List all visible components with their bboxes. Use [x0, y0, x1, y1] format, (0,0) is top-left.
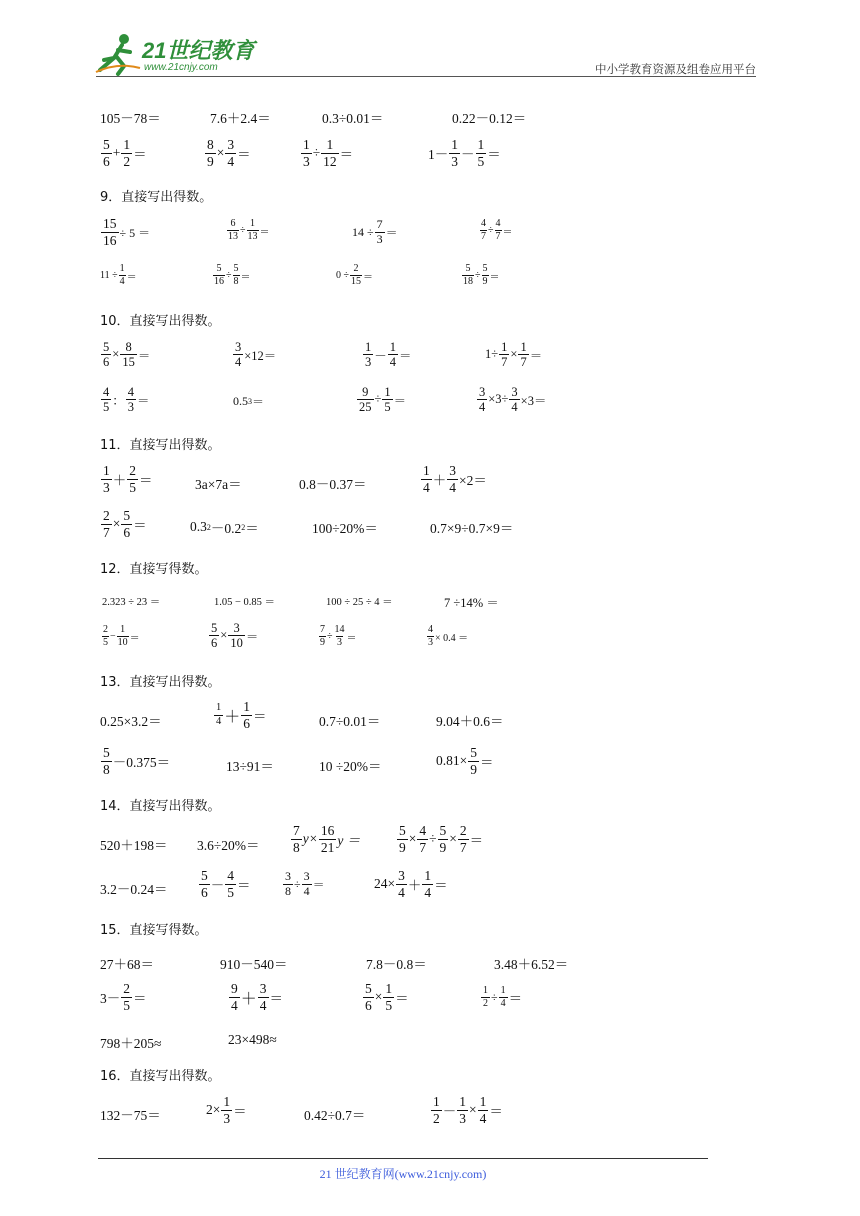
s11-r1-e1: $\frac{1}{3}$ ＋ $\frac{2}{5}$ ＝ [103, 463, 153, 495]
site-logo [94, 32, 264, 78]
s10-r1-e2: $\frac{3}{4}$ ×12＝ [235, 340, 277, 370]
s15-r1-e3: 7.8－0.8＝ [366, 957, 427, 972]
s15-heading: 15．直接写得数。 [100, 923, 208, 938]
s12-r1-e3: 100 ÷ 25 ÷ 4 ＝ [326, 597, 393, 608]
s8-r2-e4: 1－ $\frac{1}{3}$ － $\frac{1}{5}$ ＝ [428, 137, 501, 169]
s15-r1-e4: 3.48＋6.52＝ [494, 957, 569, 972]
s12-r1-e1: 2.323 ÷ 23 ＝ [102, 597, 161, 608]
s9-r1-e3: 14 ÷ $\frac{7}{3}$ ＝ [352, 217, 398, 246]
s15-r3-e2: 23×498≈ [228, 1032, 277, 1047]
s9-r2-e1: 11 ÷ $\frac{1}{4}$ ＝ [100, 263, 137, 287]
s16-heading: 16．直接写出得数。 [100, 1069, 221, 1084]
s14-r1-e3: $\frac{7}{8}$ y× $\frac{16}{21}$ y ＝ [293, 823, 361, 855]
s14-heading: 14．直接写出得数。 [100, 799, 221, 814]
s11-r1-e2: 3a×7a＝ [195, 477, 242, 492]
s16-r1-e3: 0.42÷0.7＝ [304, 1108, 366, 1123]
s14-r2-e4: 24× $\frac{3}{4}$ ＋ $\frac{1}{4}$ ＝ [374, 868, 448, 900]
s13-r2-e1: $\frac{5}{8}$ －0.375＝ [103, 745, 171, 777]
s9-r2-e2: $\frac{5}{16}$ ÷ $\frac{5}{8}$ ＝ [214, 263, 251, 287]
s12-r2-e3: $\frac{7}{9}$ ÷ $\frac{14}{3}$ ＝ [320, 624, 357, 648]
s8-r1-e1: 105－78＝ [100, 111, 161, 126]
s15-r3-e1: 798＋205≈ [100, 1036, 162, 1051]
s13-r1-e3: 0.7÷0.01＝ [319, 714, 381, 729]
footer-divider [98, 1158, 708, 1159]
s8-r2-e1: $\frac{5}{6}$ + $\frac{1}{2}$ ＝ [103, 137, 147, 169]
s15-r2-e1: 3－ $\frac{2}{5}$ ＝ [100, 981, 147, 1013]
s15-r1-e1: 27＋68＝ [100, 957, 154, 972]
s12-r1-e2: 1.05 − 0.85 ＝ [214, 597, 276, 608]
s10-r1-e3: $\frac{1}{3}$ － $\frac{1}{4}$ ＝ [365, 340, 412, 370]
s10-r2-e4: $\frac{3}{4}$ ×3÷ $\frac{3}{4}$ ×3＝ [479, 385, 547, 415]
logo-text: 21世纪教育 [142, 38, 255, 63]
s16-r1-e2: 2× $\frac{1}{3}$ ＝ [206, 1094, 247, 1126]
s12-r2-e4: $\frac{4}{3}$ × 0.4 ＝ [428, 624, 469, 648]
s11-r2-e3: 100÷20%＝ [312, 521, 378, 536]
s9-r1-e1: $\frac{15}{16}$ ÷ 5 ＝ [103, 216, 151, 248]
s11-r2-e4: 0.7×9÷0.7×9＝ [430, 521, 514, 536]
s12-r1-e4: 7 ÷14% ＝ [444, 596, 499, 610]
s15-r2-e4: $\frac{1}{2}$ ÷ $\frac{1}{4}$ ＝ [483, 985, 523, 1009]
s10-r2-e2: 0.5 3 ＝ [233, 394, 265, 409]
s13-r1-e2: $\frac{1}{4}$ ＋ $\frac{1}{6}$ ＝ [216, 699, 267, 731]
header-tagline: 中小学教育资源及组卷应用平台 [595, 62, 756, 76]
s14-r2-e2: $\frac{5}{6}$ － $\frac{4}{5}$ ＝ [201, 868, 251, 900]
s10-r1-e4: 1÷ $\frac{1}{7}$ × $\frac{1}{7}$ ＝ [485, 340, 543, 370]
s16-r1-e4: $\frac{1}{2}$ － $\frac{1}{3}$ × $\frac{1}{4}$ ＝ [433, 1094, 503, 1126]
s14-r1-e4: $\frac{5}{9}$ × $\frac{4}{7}$ ÷ $\frac{5}{9}$ × $\frac{2}{7}$ ＝ [399, 823, 484, 855]
s12-r2-e2: $\frac{5}{6}$ × $\frac{3}{10}$ ＝ [211, 621, 259, 651]
s11-heading: 11．直接写出得数。 [100, 438, 221, 453]
s10-r2-e3: $\frac{9}{25}$ ÷ $\frac{1}{5}$ ＝ [359, 385, 407, 415]
s8-r1-e4: 0.22－0.12＝ [452, 111, 527, 126]
s8-r1-e2: 7.6＋2.4＝ [210, 111, 271, 126]
s9-r2-e3: 0 ÷ $\frac{2}{15}$ ＝ [336, 263, 373, 287]
s16-r1-e1: 132－75＝ [100, 1108, 161, 1123]
s11-r1-e4: $\frac{1}{4}$ ＋ $\frac{3}{4}$ ×2＝ [423, 463, 487, 495]
s9-r2-e4: $\frac{5}{18}$ ÷ $\frac{5}{9}$ ＝ [463, 263, 500, 287]
s12-r2-e1: $\frac{2}{5}$ − $\frac{1}{10}$ ＝ [103, 624, 140, 648]
s10-r2-e1: $\frac{4}{5}$ ： $\frac{4}{3}$ ＝ [103, 385, 150, 415]
s11-r2-e2: 0.3 2 －0.2 2 ＝ [190, 519, 259, 536]
s13-r2-e2: 13÷91＝ [226, 759, 274, 774]
s13-r1-e4: 9.04＋0.6＝ [436, 714, 504, 729]
s15-r2-e3: $\frac{5}{6}$ × $\frac{1}{5}$ ＝ [365, 981, 409, 1013]
s14-r1-e1: 520＋198＝ [100, 838, 168, 853]
s9-r1-e4: $\frac{4}{7}$ ÷ $\frac{4}{7}$ ＝ [481, 218, 513, 242]
s10-heading: 10．直接写出得数。 [100, 314, 221, 329]
s8-r1-e3: 0.3÷0.01＝ [322, 111, 384, 126]
s11-r2-e1: $\frac{2}{7}$ × $\frac{5}{6}$ ＝ [103, 508, 147, 540]
footer-link[interactable]: 21 世纪教育网(www.21cnjy.com) [319, 1167, 487, 1181]
s13-r2-e3: 10 ÷20%＝ [319, 759, 382, 774]
s13-r1-e1: 0.25×3.2＝ [100, 714, 162, 729]
s15-r1-e2: 910－540＝ [220, 957, 288, 972]
s12-heading: 12．直接写得数。 [100, 562, 208, 577]
s14-r1-e2: 3.6÷20%＝ [197, 838, 260, 853]
s13-heading: 13．直接写出得数。 [100, 675, 221, 690]
s13-r2-e4: 0.81× $\frac{5}{9}$ ＝ [436, 745, 494, 777]
s9-heading: 9．直接写出得数。 [100, 190, 213, 205]
s8-r2-e3: $\frac{1}{3}$ ÷ $\frac{1}{12}$ ＝ [303, 137, 354, 169]
s14-r2-e3: $\frac{3}{8}$ ÷ $\frac{3}{4}$ ＝ [285, 869, 325, 898]
s8-r2-e2: $\frac{8}{9}$ × $\frac{3}{4}$ ＝ [207, 137, 251, 169]
s9-r1-e2: $\frac{6}{13}$ ÷ $\frac{1}{13}$ ＝ [228, 218, 270, 242]
header-divider [96, 76, 756, 77]
s14-r2-e1: 3.2－0.24＝ [100, 882, 168, 897]
s11-r1-e3: 0.8－0.37＝ [299, 477, 367, 492]
logo-url: www.21cnjy.com [144, 62, 218, 73]
runner-logo-icon [94, 32, 142, 78]
s10-r1-e1: $\frac{5}{6}$ × $\frac{8}{15}$ ＝ [103, 340, 151, 370]
s15-r2-e2: $\frac{9}{4}$ ＋ $\frac{3}{4}$ ＝ [231, 981, 284, 1013]
